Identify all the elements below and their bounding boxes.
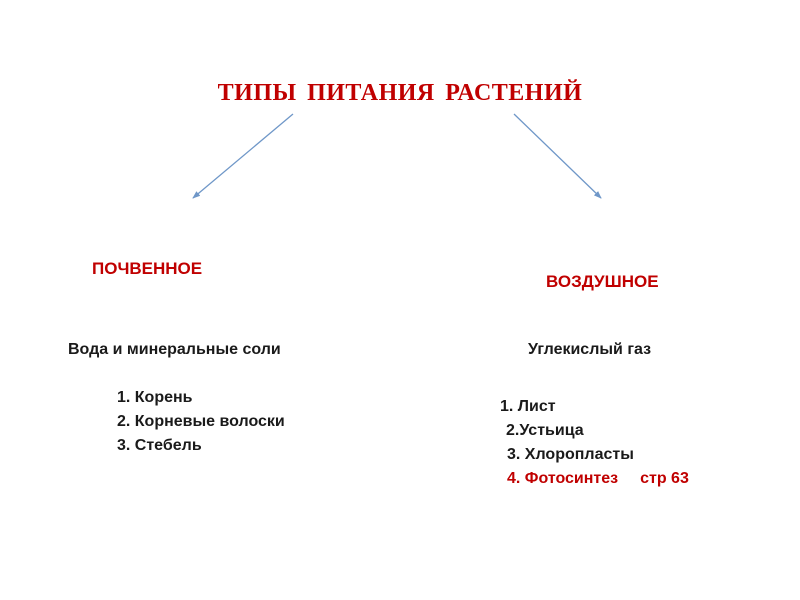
list-item: 3. Стебель <box>117 437 202 454</box>
page-reference: стр 63 <box>640 470 689 487</box>
photosynthesis-item <box>500 467 689 491</box>
air-organs-list <box>500 395 689 491</box>
diagram-title: ТИПЫ ПИТАНИЯ РАСТЕНИЙ <box>217 80 583 106</box>
photosynthesis-label: 4. Фотосинтез <box>507 470 619 487</box>
arrow-right <box>514 114 601 198</box>
soil-nutrition-subtitle: Вода и минеральные соли <box>68 341 281 358</box>
arrow-left <box>193 114 293 198</box>
air-nutrition-subtitle: Углекислый газ <box>528 341 652 358</box>
list-item: 2. Корневые волоски <box>117 413 285 430</box>
soil-nutrition-heading: ПОЧВЕННОЕ <box>92 259 203 278</box>
soil-organs-list <box>117 386 285 458</box>
list-item: 1. Корень <box>117 389 193 406</box>
air-nutrition-heading: ВОЗДУШНОЕ <box>546 272 659 291</box>
list-item: 1. Лист <box>500 398 556 415</box>
list-item: 3. Хлоропласты <box>507 446 634 463</box>
list-item: 2.Устьица <box>506 422 584 439</box>
